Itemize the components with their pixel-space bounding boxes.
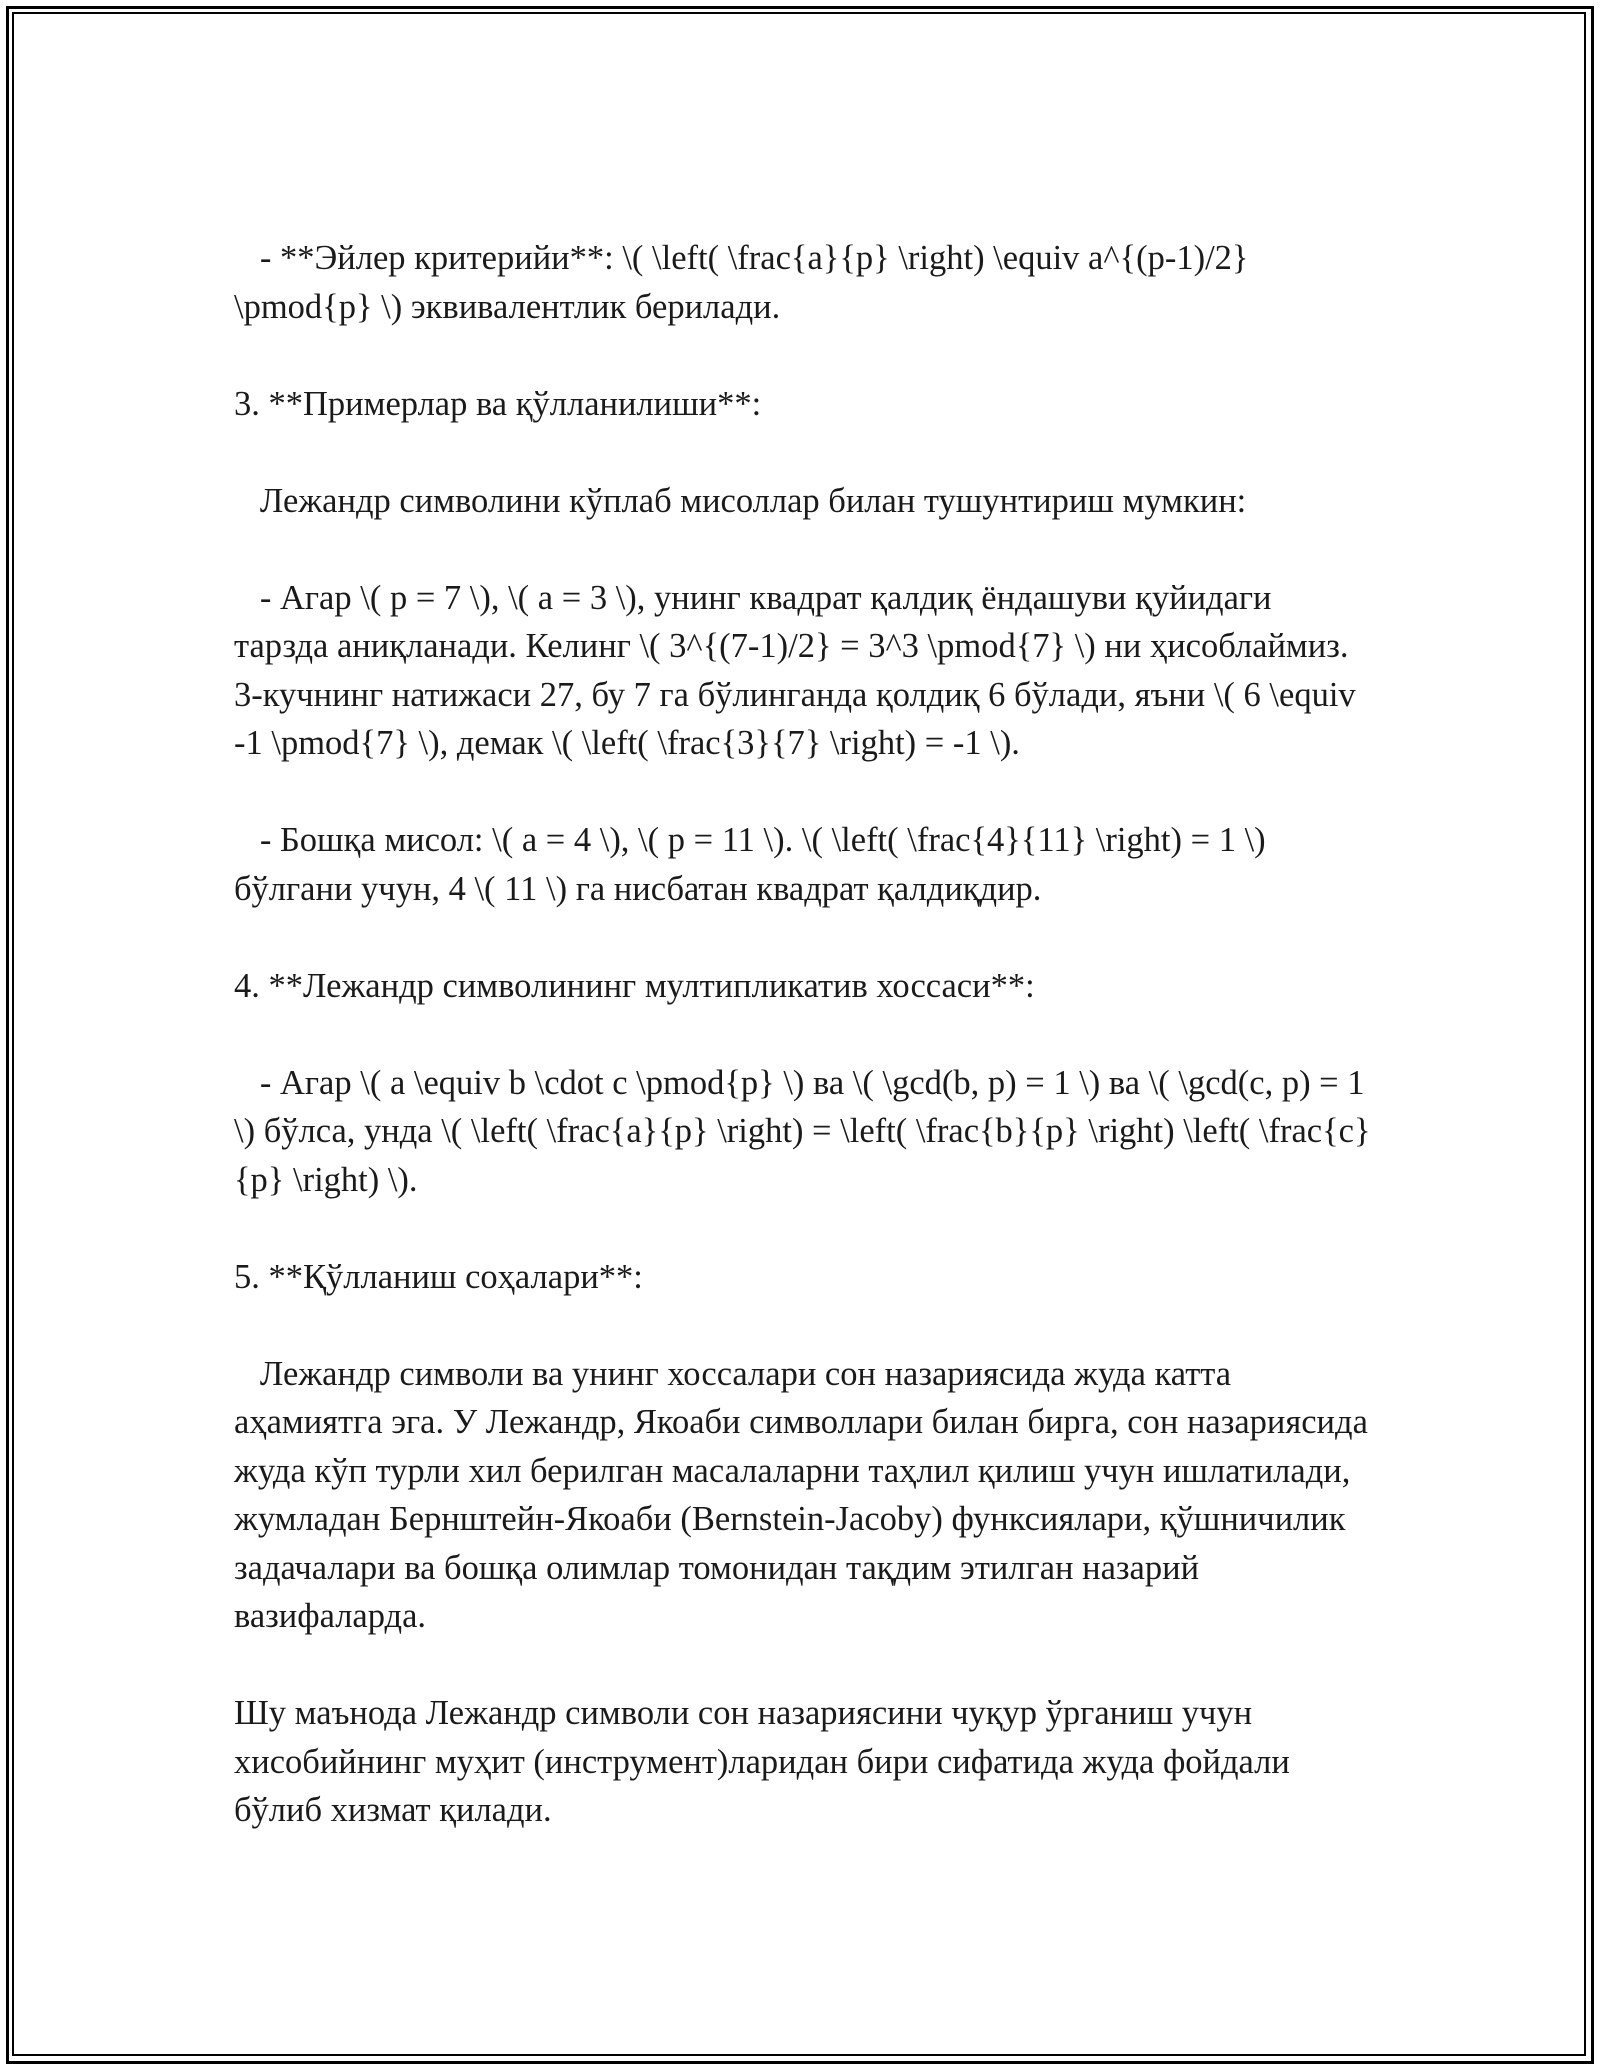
example-2-paragraph: - Бошқа мисол: \( a = 4 \), \( p = 11 \). \( \left( \frac{4}{11} \right) = 1 \) бўлгани учун, 4 \( 11 \) га нисбатан квадрат қалдиқдир. (234, 821, 1275, 908)
document-body (234, 234, 1377, 1835)
section-5-heading: 5. **Қўлланиш соҳалари**: (234, 1257, 643, 1296)
examples-intro-paragraph: Лежандр символини кўплаб мисоллар билан тушунтириш мумкин: (234, 481, 1247, 520)
multiplicative-property-paragraph: - Агар \( a \equiv b \cdot c \pmod{p} \) ва \( \gcd(b, p) = 1 \) ва \( \gcd(c, p) = 1 \) бўлса, унда \( \left( \frac{a}{p} \right) = \left( \frac{b}{p} \right) \left( \frac{c}{p} \right) \). (234, 1063, 1374, 1199)
conclusion-paragraph: Шу маънода Лежандр символи сон назариясини чуқур ўрганиш учун хисобийнинг муҳит (инструмент)ларидан бири сифатида жуда фойдали бўлиб хизмат қилади. (234, 1694, 1299, 1829)
section-4-heading: 4. **Лежандр символининг мултипликатив хоссаси**: (234, 966, 1035, 1005)
euler-criterion-paragraph: - **Эйлер критерийи**: \( \left( \frac{a}{p} \right) \equiv a^{(p-1)/2} \pmod{p} \) эквивалентлик берилади. (234, 239, 1258, 326)
example-1-paragraph: - Агар \( p = 7 \), \( a = 3 \), унинг квадрат қалдиқ ёндашуви қуйидаги тарзда аниқланади. Келинг \( 3^{(7-1)/2} = 3^3 \pmod{7} \) ни ҳисоблаймиз. 3-кучнинг натижаси 27, бу 7 га бўлинганда қолдиқ 6 бўлади, яъни \( 6 \equiv -1 \pmod{7} \), демак \( \left( \frac{3}{7} \right) = -1 \). (234, 578, 1365, 762)
applications-paragraph: Лежандр символи ва унинг хоссалари сон назариясида жуда катта аҳамиятга эга. У Лежандр, Якоаби символлари билан бирга, сон назариясида жуда кўп турли хил берилган масалаларни таҳлил қилиш учун ишлатилади, жумладан Бернштейн-Якоаби (Bernstein-Jacoby) функсиялари, қўшничилик задачалари ва бошқа олимлар томонидан тақдим этилган назарий вазифаларда. (234, 1354, 1377, 1635)
section-3-heading: 3. **Примерлар ва қўлланилиши**: (234, 384, 762, 423)
